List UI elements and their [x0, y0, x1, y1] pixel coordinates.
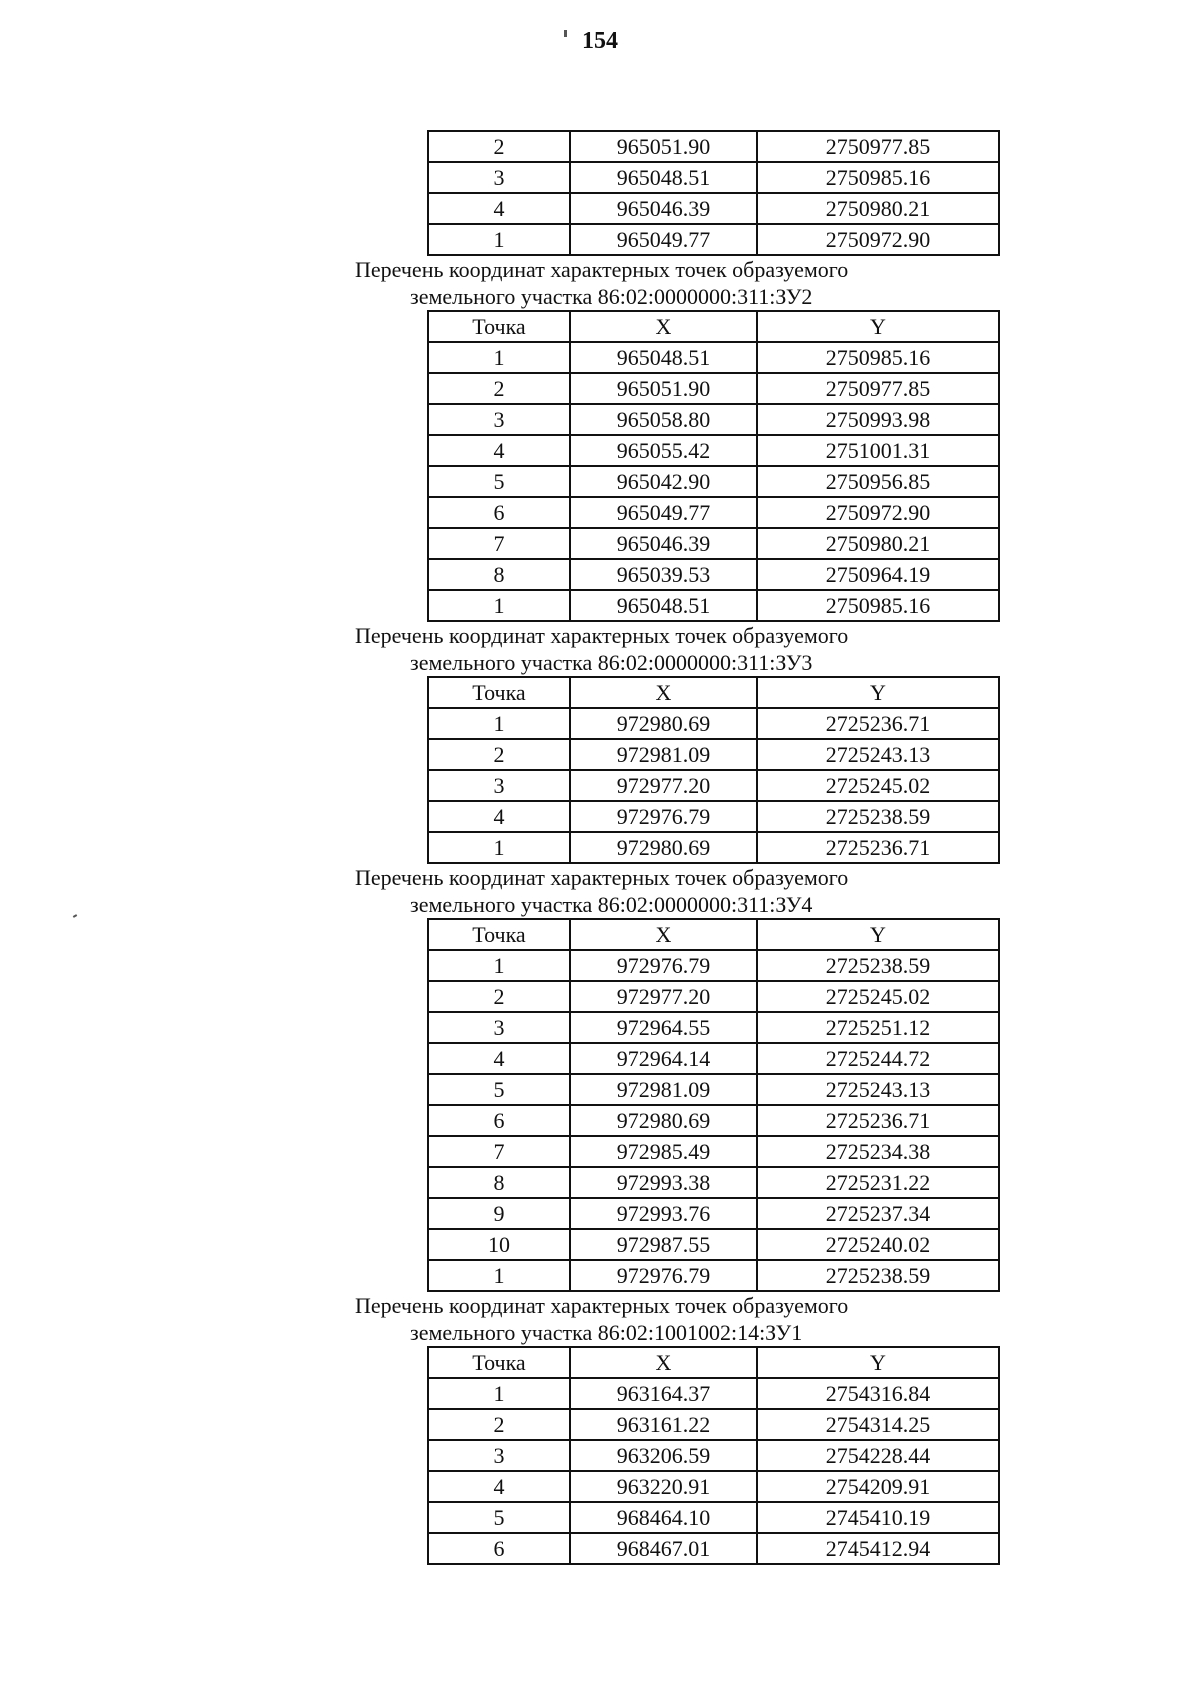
table-row — [428, 466, 999, 497]
cell-y: 2725240.02 — [757, 1229, 999, 1260]
cell-y: 2725238.59 — [757, 801, 999, 832]
cell-point: 4 — [428, 1471, 570, 1502]
cell-y: 2725236.71 — [757, 708, 999, 739]
cell-y: 2725236.71 — [757, 1105, 999, 1136]
cell-point: 6 — [428, 497, 570, 528]
caption-line-2: земельного участка 86:02:0000000:311:ЗУ4 — [410, 892, 813, 917]
table-row — [428, 497, 999, 528]
table-row — [428, 1198, 999, 1229]
cell-x: 965049.77 — [570, 224, 757, 255]
caption-line-1: Перечень координат характерных точек образуемого — [355, 257, 849, 282]
cell-y: 2750972.90 — [757, 497, 999, 528]
caption-line-2: земельного участка 86:02:1001002:14:ЗУ1 — [410, 1320, 803, 1345]
cell-x: 965039.53 — [570, 559, 757, 590]
section-caption — [355, 1292, 995, 1346]
cell-point: 1 — [428, 1260, 570, 1291]
table-row — [428, 1012, 999, 1043]
cell-point: 7 — [428, 528, 570, 559]
cell-x: 968467.01 — [570, 1533, 757, 1564]
cell-x: 972981.09 — [570, 1074, 757, 1105]
table-row — [428, 1533, 999, 1564]
cell-x: 965048.51 — [570, 162, 757, 193]
table-row — [428, 131, 999, 162]
table-row — [428, 708, 999, 739]
table-row — [428, 162, 999, 193]
cell-point: 4 — [428, 193, 570, 224]
cell-y: 2750980.21 — [757, 528, 999, 559]
table-row — [428, 1471, 999, 1502]
cell-x: 965055.42 — [570, 435, 757, 466]
cell-x: 965046.39 — [570, 193, 757, 224]
cell-x: 965051.90 — [570, 373, 757, 404]
table-row — [428, 770, 999, 801]
cell-point: 7 — [428, 1136, 570, 1167]
section-caption — [355, 864, 995, 918]
cell-point: 1 — [428, 950, 570, 981]
cell-point: 1 — [428, 590, 570, 621]
table-row — [428, 224, 999, 255]
table-row — [428, 1136, 999, 1167]
table-row — [428, 950, 999, 981]
scan-speck — [73, 914, 77, 918]
table-row — [428, 1105, 999, 1136]
header-y: Y — [757, 919, 999, 950]
cell-y: 2725243.13 — [757, 739, 999, 770]
cell-x: 965048.51 — [570, 342, 757, 373]
cell-x: 963164.37 — [570, 1378, 757, 1409]
header-x: X — [570, 677, 757, 708]
cell-x: 972980.69 — [570, 832, 757, 863]
cell-y: 2725237.34 — [757, 1198, 999, 1229]
cell-y: 2750972.90 — [757, 224, 999, 255]
cell-point: 6 — [428, 1105, 570, 1136]
cell-point: 2 — [428, 1409, 570, 1440]
cell-point: 1 — [428, 832, 570, 863]
table-row — [428, 1074, 999, 1105]
table-row — [428, 1378, 999, 1409]
cell-x: 972981.09 — [570, 739, 757, 770]
page-number: 154 — [582, 28, 618, 54]
cell-point: 5 — [428, 1074, 570, 1105]
table-header-row — [428, 1347, 999, 1378]
cell-x: 972976.79 — [570, 950, 757, 981]
cell-point: 2 — [428, 373, 570, 404]
cell-point: 4 — [428, 1043, 570, 1074]
coordinates-table — [427, 676, 1000, 864]
header-x: X — [570, 311, 757, 342]
header-point: Точка — [428, 311, 570, 342]
caption-line-1: Перечень координат характерных точек образуемого — [355, 865, 849, 890]
cell-y: 2725238.59 — [757, 950, 999, 981]
cell-point: 9 — [428, 1198, 570, 1229]
scan-speck — [564, 30, 567, 37]
caption-line-1: Перечень координат характерных точек образуемого — [355, 1293, 849, 1318]
cell-x: 963220.91 — [570, 1471, 757, 1502]
cell-point: 1 — [428, 342, 570, 373]
cell-x: 965051.90 — [570, 131, 757, 162]
cell-x: 972976.79 — [570, 1260, 757, 1291]
cell-x: 972993.38 — [570, 1167, 757, 1198]
header-point: Точка — [428, 677, 570, 708]
cell-y: 2750985.16 — [757, 162, 999, 193]
table-row — [428, 739, 999, 770]
cell-x: 968464.10 — [570, 1502, 757, 1533]
cell-y: 2725231.22 — [757, 1167, 999, 1198]
cell-y: 2725251.12 — [757, 1012, 999, 1043]
caption-line-1: Перечень координат характерных точек образуемого — [355, 623, 849, 648]
cell-x: 963206.59 — [570, 1440, 757, 1471]
header-x: X — [570, 919, 757, 950]
cell-x: 972976.79 — [570, 801, 757, 832]
cell-y: 2725245.02 — [757, 981, 999, 1012]
table-row — [428, 1167, 999, 1198]
cell-y: 2725243.13 — [757, 1074, 999, 1105]
cell-y: 2750956.85 — [757, 466, 999, 497]
table-row — [428, 373, 999, 404]
cell-point: 8 — [428, 1167, 570, 1198]
table-row — [428, 1502, 999, 1533]
table-row — [428, 404, 999, 435]
cell-y: 2725236.71 — [757, 832, 999, 863]
cell-point: 3 — [428, 1012, 570, 1043]
cell-y: 2750977.85 — [757, 131, 999, 162]
caption-line-2: земельного участка 86:02:0000000:311:ЗУ3 — [410, 650, 813, 675]
cell-point: 4 — [428, 435, 570, 466]
coordinates-table — [427, 310, 1000, 622]
table-row — [428, 528, 999, 559]
table-row — [428, 1260, 999, 1291]
table-header-row — [428, 311, 999, 342]
table-row — [428, 193, 999, 224]
cell-x: 972987.55 — [570, 1229, 757, 1260]
cell-y: 2750985.16 — [757, 590, 999, 621]
header-y: Y — [757, 311, 999, 342]
coordinates-table — [427, 918, 1000, 1292]
cell-y: 2750985.16 — [757, 342, 999, 373]
header-x: X — [570, 1347, 757, 1378]
table-row — [428, 342, 999, 373]
header-point: Точка — [428, 1347, 570, 1378]
cell-x: 965046.39 — [570, 528, 757, 559]
header-point: Точка — [428, 919, 570, 950]
cell-y: 2725238.59 — [757, 1260, 999, 1291]
cell-y: 2725234.38 — [757, 1136, 999, 1167]
cell-y: 2754209.91 — [757, 1471, 999, 1502]
cell-x: 965049.77 — [570, 497, 757, 528]
table-row — [428, 1229, 999, 1260]
cell-x: 972980.69 — [570, 1105, 757, 1136]
table-row — [428, 590, 999, 621]
cell-point: 3 — [428, 1440, 570, 1471]
table-row — [428, 1043, 999, 1074]
cell-y: 2751001.31 — [757, 435, 999, 466]
table-row — [428, 832, 999, 863]
cell-x: 972993.76 — [570, 1198, 757, 1229]
coordinates-table — [427, 130, 1000, 256]
header-y: Y — [757, 1347, 999, 1378]
cell-x: 972977.20 — [570, 770, 757, 801]
cell-point: 10 — [428, 1229, 570, 1260]
cell-point: 2 — [428, 981, 570, 1012]
cell-x: 965048.51 — [570, 590, 757, 621]
cell-y: 2745412.94 — [757, 1533, 999, 1564]
section-caption — [355, 256, 995, 310]
cell-point: 2 — [428, 131, 570, 162]
table-header-row — [428, 919, 999, 950]
cell-y: 2750993.98 — [757, 404, 999, 435]
cell-x: 972980.69 — [570, 708, 757, 739]
cell-point: 5 — [428, 466, 570, 497]
cell-point: 3 — [428, 404, 570, 435]
table-row — [428, 1440, 999, 1471]
section-caption — [355, 622, 995, 676]
cell-y: 2750980.21 — [757, 193, 999, 224]
cell-point: 1 — [428, 1378, 570, 1409]
cell-x: 972985.49 — [570, 1136, 757, 1167]
cell-y: 2745410.19 — [757, 1502, 999, 1533]
cell-x: 972977.20 — [570, 981, 757, 1012]
cell-point: 3 — [428, 770, 570, 801]
table-row — [428, 801, 999, 832]
cell-point: 8 — [428, 559, 570, 590]
table-header-row — [428, 677, 999, 708]
caption-line-2: земельного участка 86:02:0000000:311:ЗУ2 — [410, 284, 813, 309]
cell-x: 965058.80 — [570, 404, 757, 435]
cell-y: 2754316.84 — [757, 1378, 999, 1409]
cell-y: 2754314.25 — [757, 1409, 999, 1440]
cell-x: 965042.90 — [570, 466, 757, 497]
cell-point: 5 — [428, 1502, 570, 1533]
table-row — [428, 1409, 999, 1440]
table-row — [428, 981, 999, 1012]
cell-y: 2750977.85 — [757, 373, 999, 404]
cell-point: 1 — [428, 708, 570, 739]
cell-point: 6 — [428, 1533, 570, 1564]
cell-y: 2725245.02 — [757, 770, 999, 801]
document-body — [355, 130, 995, 1565]
table-row — [428, 435, 999, 466]
cell-point: 4 — [428, 801, 570, 832]
cell-y: 2750964.19 — [757, 559, 999, 590]
header-y: Y — [757, 677, 999, 708]
table-row — [428, 559, 999, 590]
cell-x: 963161.22 — [570, 1409, 757, 1440]
coordinates-table — [427, 1346, 1000, 1565]
cell-y: 2725244.72 — [757, 1043, 999, 1074]
cell-x: 972964.55 — [570, 1012, 757, 1043]
cell-point: 1 — [428, 224, 570, 255]
cell-x: 972964.14 — [570, 1043, 757, 1074]
cell-point: 3 — [428, 162, 570, 193]
cell-y: 2754228.44 — [757, 1440, 999, 1471]
cell-point: 2 — [428, 739, 570, 770]
